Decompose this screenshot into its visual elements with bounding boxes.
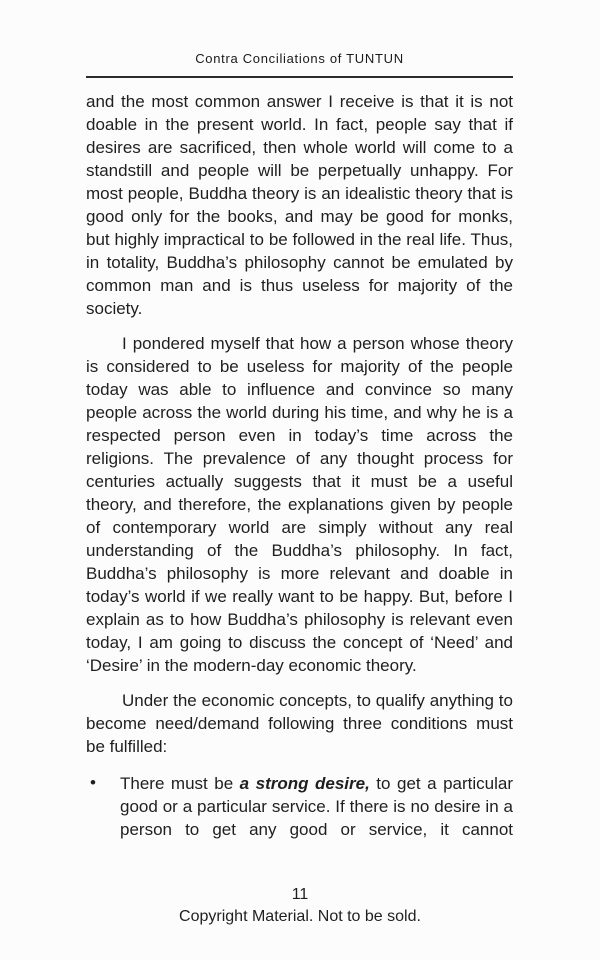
body-paragraph-3: Under the economic concepts, to qualify anything to become need/demand following three conditions must be fulfilled: — [86, 691, 513, 756]
bullet-item — [86, 772, 513, 841]
page-footer — [0, 884, 600, 928]
page-content — [86, 0, 513, 841]
page-number: 11 — [291, 886, 309, 903]
bullet-text-before: There must be — [120, 774, 240, 793]
body-paragraph-2: I pondered myself that how a person whose theory is considered to be useless for majority of the people today was able to influence and convince so many people across the world during his time, and why he is a respected person even in today’s time across the religions. The prevalence of any thought process for centuries actually suggests that it must be a useful theory, and therefore, the explanations given by people of contemporary world are simply without any real understanding of the Buddha’s philosophy. In fact, Buddha’s philosophy is more relevant and doable in today’s world if we really want to be happy. But, before I explain as to how Buddha’s philosophy is relevant even today, I am going to discuss the concept of ‘Need’ and ‘Desire’ in the modern-day economic theory. — [86, 334, 513, 675]
bullet-icon: • — [90, 773, 96, 792]
bullet-text-after: to get a particular good or a particular service. If there is no desire in a person to get any good or service, it cannot — [120, 774, 513, 839]
body-text — [86, 90, 513, 841]
copyright-notice: Copyright Material. Not to be sold. — [179, 908, 421, 925]
bullet-text-emphasis: a strong desire, — [239, 774, 370, 793]
running-header: Contra Conciliations of TUNTUN — [195, 51, 404, 66]
header-rule — [86, 76, 513, 78]
conditions-bullet-list — [86, 772, 513, 841]
body-paragraph-1: and the most common answer I receive is that it is not doable in the present world. In fact, people say that if desires are sacrificed, then whole world will come to a standstill and people will be perpetually unhappy. For most people, Buddha theory is an idealistic theory that is good only for the books, and may be good for monks, but highly impractical to be followed in the real life. Thus, in totality, Buddha’s philosophy cannot be emulated by common man and is thus useless for majority of the society. — [86, 92, 513, 318]
